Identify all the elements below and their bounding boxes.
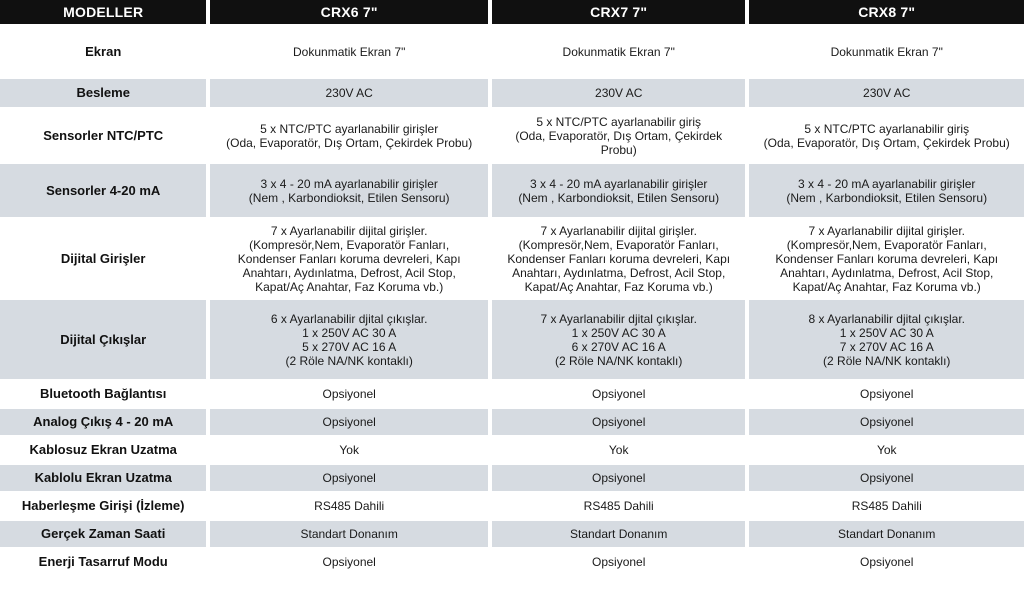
table-cell: Standart Donanım bbox=[492, 521, 746, 547]
table-cell: 230V AC bbox=[749, 79, 1024, 107]
header-modeller: MODELLER bbox=[0, 0, 206, 24]
table-cell: Opsiyonel bbox=[322, 555, 376, 569]
table-cell: 7 x Ayarlanabilir dijital girişler. (Kompresör,Nem, Evaporatör Fanları, Kondenser Fanları koruma devreleri, Kapı Anahtarı, Aydınlatma, Defrost, Acil Stop, Kapat/Aç Anahtar, Faz Koruma vb.) bbox=[237, 223, 461, 294]
table-cell: 6 x Ayarlanabilir djital çıkışlar. 1 x 250V AC 30 A 5 x 270V AC 16 A (2 Röle NA/NK kontaklı) bbox=[210, 300, 488, 379]
table-cell: Yok bbox=[876, 443, 897, 457]
table-cell: Opsiyonel bbox=[860, 387, 914, 401]
table-cell: RS485 Dahili bbox=[583, 499, 654, 513]
table-row bbox=[0, 465, 1024, 491]
table-cell: 5 x NTC/PTC ayarlanabilir giriş (Oda, Evaporatör, Dış Ortam, Çekirdek Probu) bbox=[515, 114, 723, 157]
header-model-crx6: CRX6 7" bbox=[210, 0, 488, 24]
table-row bbox=[0, 26, 1024, 77]
table-cell: RS485 Dahili bbox=[851, 499, 922, 513]
table-cell: 3 x 4 - 20 mA ayarlanabilir girişler (Nem , Karbondioksit, Etilen Sensoru) bbox=[749, 164, 1024, 217]
row-label: Kablolu Ekran Uzatma bbox=[0, 465, 206, 491]
table-cell: Opsiyonel bbox=[492, 409, 746, 435]
table-row bbox=[0, 437, 1024, 463]
row-label: Analog Çıkış 4 - 20 mA bbox=[0, 409, 206, 435]
table-cell: 230V AC bbox=[210, 79, 488, 107]
table-cell: 5 x NTC/PTC ayarlanabilir girişler (Oda, Evaporatör, Dış Ortam, Çekirdek Probu) bbox=[226, 121, 473, 150]
table-row bbox=[0, 109, 1024, 162]
table-cell: 3 x 4 - 20 mA ayarlanabilir girişler (Nem , Karbondioksit, Etilen Sensoru) bbox=[492, 164, 746, 217]
table-cell: Opsiyonel bbox=[210, 409, 488, 435]
table-cell: 8 x Ayarlanabilir djital çıkışlar. 1 x 250V AC 30 A 7 x 270V AC 16 A (2 Röle NA/NK kontaklı) bbox=[749, 300, 1024, 379]
table-cell: Opsiyonel bbox=[860, 555, 914, 569]
row-label: Enerji Tasarruf Modu bbox=[38, 554, 168, 569]
table-cell: Dokunmatik Ekran 7" bbox=[562, 44, 675, 59]
table-cell: 7 x Ayarlanabilir djital çıkışlar. 1 x 250V AC 30 A 6 x 270V AC 16 A (2 Röle NA/NK kontaklı) bbox=[492, 300, 746, 379]
row-label: Ekran bbox=[85, 43, 122, 59]
table-cell: Yok bbox=[608, 443, 629, 457]
table-cell: Opsiyonel bbox=[749, 465, 1024, 491]
table-cell: Opsiyonel bbox=[210, 465, 488, 491]
table-row bbox=[0, 521, 1024, 547]
row-label: Kablosuz Ekran Uzatma bbox=[29, 442, 177, 457]
table-cell: RS485 Dahili bbox=[314, 499, 385, 513]
header-model-crx7: CRX7 7" bbox=[492, 0, 746, 24]
table-row bbox=[0, 409, 1024, 435]
table-row bbox=[0, 300, 1024, 379]
table-row bbox=[0, 219, 1024, 298]
header-model-crx8: CRX8 7" bbox=[749, 0, 1024, 24]
table-cell: Opsiyonel bbox=[592, 555, 646, 569]
table-cell: Standart Donanım bbox=[210, 521, 488, 547]
table-row bbox=[0, 381, 1024, 407]
table-cell: 3 x 4 - 20 mA ayarlanabilir girişler (Nem , Karbondioksit, Etilen Sensoru) bbox=[210, 164, 488, 217]
table-cell: Opsiyonel bbox=[322, 387, 376, 401]
row-label: Dijital Çıkışlar bbox=[0, 300, 206, 379]
row-label: Gerçek Zaman Saati bbox=[0, 521, 206, 547]
row-label: Sensorler NTC/PTC bbox=[43, 127, 164, 143]
table-cell: 5 x NTC/PTC ayarlanabilir giriş (Oda, Evaporatör, Dış Ortam, Çekirdek Probu) bbox=[763, 121, 1010, 150]
table-row bbox=[0, 79, 1024, 107]
table-cell: Yok bbox=[339, 443, 359, 457]
table-cell: Dokunmatik Ekran 7" bbox=[293, 44, 406, 59]
table-cell: Dokunmatik Ekran 7" bbox=[830, 44, 943, 59]
header-row bbox=[0, 0, 1024, 24]
table-cell: 230V AC bbox=[492, 79, 746, 107]
table-cell: Opsiyonel bbox=[592, 387, 646, 401]
table-cell: 7 x Ayarlanabilir dijital girişler. (Kompresör,Nem, Evaporatör Fanları, Kondenser Fanları koruma devreleri, Kapı Anahtarı, Aydınlatma, Defrost, Acil Stop, Kapat/Aç Anahtar, Faz Koruma vb.) bbox=[775, 223, 999, 294]
table-row bbox=[0, 164, 1024, 217]
table-cell: Opsiyonel bbox=[492, 465, 746, 491]
row-label: Besleme bbox=[0, 79, 206, 107]
row-label: Sensorler 4-20 mA bbox=[0, 164, 206, 217]
table-cell: Opsiyonel bbox=[749, 409, 1024, 435]
table-cell: Standart Donanım bbox=[749, 521, 1024, 547]
table-row bbox=[0, 549, 1024, 575]
row-label: Haberleşme Girişi (İzleme) bbox=[21, 498, 185, 513]
row-label: Dijital Girişler bbox=[60, 250, 146, 266]
table-row bbox=[0, 493, 1024, 519]
table-cell: 7 x Ayarlanabilir dijital girişler. (Kompresör,Nem, Evaporatör Fanları, Kondenser Fanları koruma devreleri, Kapı Anahtarı, Aydınlatma, Defrost, Acil Stop, Kapat/Aç Anahtar, Faz Koruma vb.) bbox=[507, 223, 731, 294]
row-label: Bluetooth Bağlantısı bbox=[40, 386, 167, 401]
